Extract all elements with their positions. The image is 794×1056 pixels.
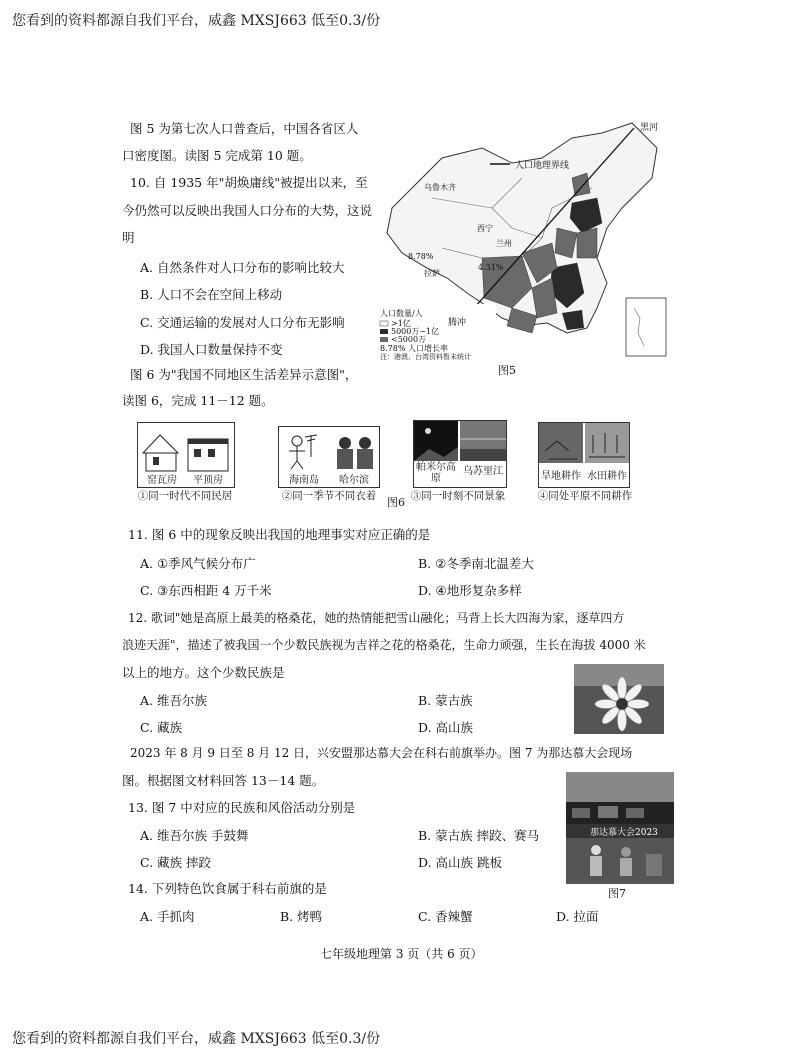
fig6-panel-houses	[137, 422, 235, 488]
watermark-top: 您看到的资料都源自我们平台，威鑫 MXSJ663 低至0.3/份	[12, 13, 381, 29]
intro-fig6-line2: 读图 6，完成 11－12 题。	[122, 393, 274, 408]
fig6-panel-timezone	[413, 420, 507, 488]
q12-stem-line1: 12. 歌词"她是高原上最美的格桑花，她的热情能把雪山融化；马背上长大四海为家，逐草四方	[128, 611, 625, 625]
fig6-label-4a: 旱地耕作	[541, 471, 581, 482]
q14-option-b: B. 烤鸭	[280, 909, 323, 924]
q14-stem: 14. 下列特色饮食属于科右前旗的是	[128, 881, 327, 896]
fig6-panel-farming	[538, 422, 630, 488]
q14-option-d: D. 拉面	[556, 909, 599, 924]
map-legend-item-1: >1亿	[391, 319, 411, 328]
fig6-label-2b: 哈尔滨	[339, 475, 369, 486]
flower-image	[574, 664, 664, 734]
map-legend-item-3: <5000万	[391, 335, 427, 344]
figure-7	[566, 772, 674, 900]
intro-fig5-line1: 图 5 为第七次人口普查后，中国各省区人	[130, 121, 359, 136]
q10-option-b: B. 人口不会在空间上移动	[140, 287, 283, 302]
map-city-lanzhou: 兰州	[496, 239, 512, 248]
q10-stem-line2: 今仍然可以反映出我国人口分布的大势，这说	[122, 203, 373, 218]
q13-stem: 13. 图 7 中对应的民族和风俗活动分别是	[128, 800, 356, 815]
fig6-label-3a: 帕米尔高原	[416, 462, 456, 484]
gesang-flower-photo	[574, 664, 664, 734]
fig7-banner: 那达慕大会2023	[590, 828, 658, 838]
figure-6	[130, 420, 650, 510]
q14-option-c: C. 香辣蟹	[418, 909, 473, 924]
q11-option-a: A. ①季风气候分布广	[140, 556, 256, 571]
q13-option-c: C. 藏族 摔跤	[140, 855, 212, 870]
map-city-xining: 西宁	[477, 224, 493, 233]
fig6-label-2a: 海南岛	[289, 475, 319, 486]
fig6-label-1a: 窑瓦房	[147, 475, 177, 486]
q13-option-a: A. 维吾尔族 手鼓舞	[140, 828, 249, 843]
fig6-caption: 图6	[387, 496, 405, 509]
q12-stem-line2: 浪迹天涯"，描述了被我国一个少数民族视为吉祥之花的格桑花，生命力顽强，生长在海拔 4000 米	[122, 638, 646, 652]
fig6-caption-2: ②同一季节不同衣着	[281, 490, 377, 502]
q10-stem-line3: 明	[122, 230, 135, 245]
fig6-panel-clothing	[278, 426, 380, 488]
map-caption: 图5	[498, 364, 516, 377]
q11-option-d: D. ④地形复杂多样	[418, 583, 522, 598]
map-city-tengchong: 腾冲	[448, 318, 467, 328]
fig6-label-3b: 乌苏里江	[463, 466, 503, 477]
q10-stem-line1: 10. 自 1935 年"胡焕庸线"被提出以来，至	[130, 175, 368, 190]
map-value-1: 4.31%	[478, 263, 504, 272]
q14-option-a: A. 手抓肉	[140, 909, 195, 924]
q11-option-b: B. ②冬季南北温差大	[418, 556, 534, 571]
intro-fig7-line2: 图。根据图文材料回答 13－14 题。	[122, 773, 325, 788]
q12-option-d: D. 高山族	[418, 720, 474, 735]
map-value-2: 8.78%	[408, 252, 434, 261]
q12-option-b: B. 蒙古族	[418, 693, 473, 708]
intro-fig7-line1: 2023 年 8 月 9 日至 8 月 12 日，兴安盟那达慕大会在科右前旗举办。图 7 为那达慕大会现场	[130, 746, 633, 760]
map-legend-note: 注：港澳、台湾资料暂未统计	[380, 353, 471, 361]
fig6-caption-1: ①同一时代不同民居	[137, 490, 233, 502]
map-city-heihe: 黑河	[640, 123, 659, 133]
q11-stem: 11. 图 6 中的现象反映出我国的地理事实对应正确的是	[128, 527, 431, 542]
fig6-label-1b: 平顶房	[193, 475, 223, 486]
fig6-label-4b: 水田耕作	[587, 471, 627, 482]
population-density-map	[372, 118, 676, 376]
map-legend-title: 人口数量/人	[380, 309, 423, 318]
map-legend-item-2: 5000万~1亿	[391, 327, 440, 336]
q12-option-c: C. 藏族	[140, 720, 183, 735]
map-legend-rate: 8.78% 人口增长率	[380, 344, 448, 353]
fig6-caption-4: ④同处平原不同耕作	[537, 490, 633, 502]
q10-option-c: C. 交通运输的发展对人口分布无影响	[140, 315, 345, 330]
q11-option-c: C. ③东西相距 4 万千米	[140, 583, 272, 598]
q10-option-d: D. 我国人口数量保持不变	[140, 342, 283, 357]
map-city-urumqi: 乌鲁木齐	[424, 183, 456, 192]
page-footer: 七年级地理第 3 页（共 6 页）	[320, 947, 483, 961]
intro-fig6-line1: 图 6 为"我国不同地区生活差异示意图"，	[130, 367, 358, 382]
q13-option-d: D. 高山族 跳板	[418, 855, 502, 870]
watermark-bottom: 您看到的资料都源自我们平台，威鑫 MXSJ663 低至0.3/份	[12, 1031, 381, 1047]
fig6-caption-3: ③同一时刻不同景象	[410, 490, 506, 502]
map-line-label: 人口地理界线	[515, 161, 570, 171]
intro-fig5-line2: 口密度图。读图 5 完成第 10 题。	[122, 148, 312, 163]
q12-stem-line3: 以上的地方。这个少数民族是	[122, 665, 285, 680]
q10-option-a: A. 自然条件对人口分布的影响比较大	[140, 260, 345, 275]
q12-option-a: A. 维吾尔族	[140, 693, 207, 708]
fig7-caption: 图7	[608, 887, 626, 900]
q13-option-b: B. 蒙古族 摔跤、赛马	[418, 828, 540, 843]
map-city-lhasa: 拉萨	[424, 269, 440, 278]
